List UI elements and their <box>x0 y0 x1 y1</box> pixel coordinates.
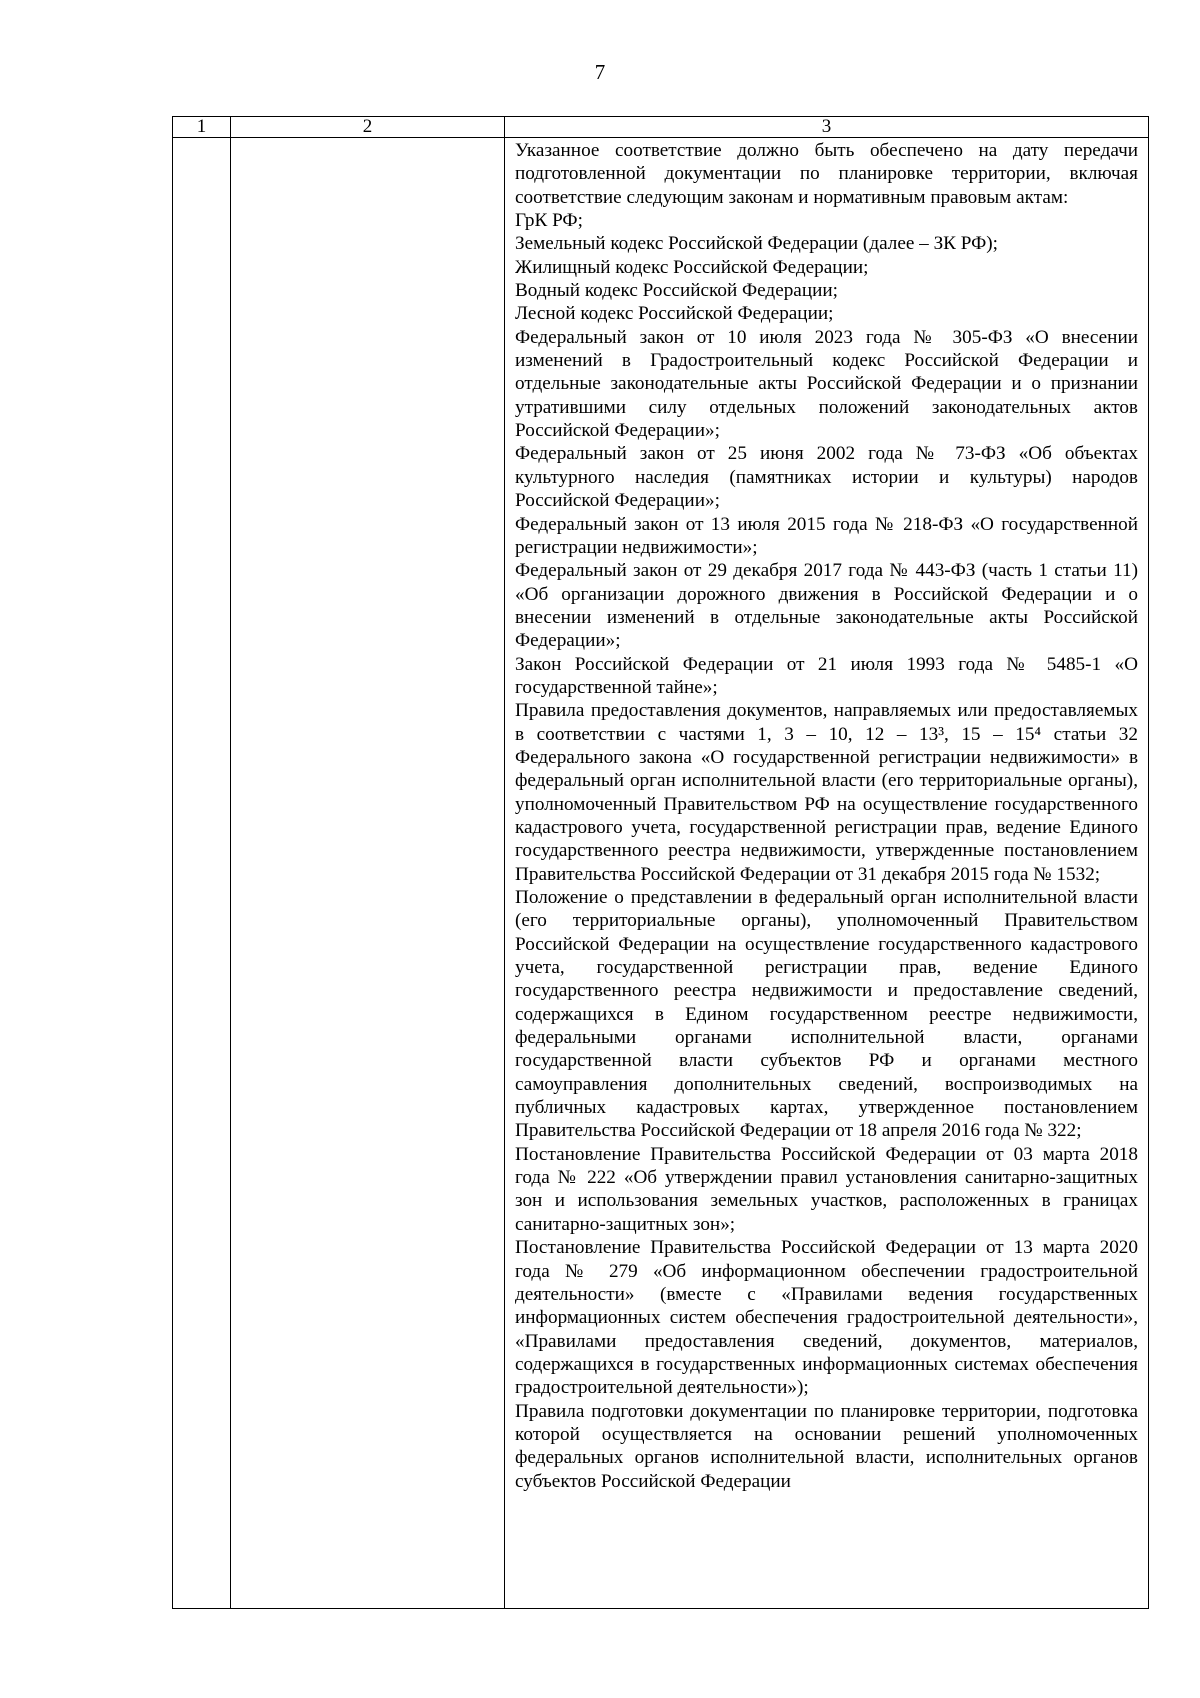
paragraph: Правила подготовки документации по планировке территории, подготовка которой осуществляется на основании решений уполномоченных федеральных органов исполнительной власти, исполнительных органов субъектов Российской Федерации <box>515 1400 1138 1492</box>
paragraph: Жилищный кодекс Российской Федерации; <box>515 256 869 278</box>
page-number: 7 <box>594 60 606 84</box>
paragraph: Федеральный закон от 13 июля 2015 года № 218-ФЗ «О государственной регистрации недвижимости»; <box>515 513 1138 558</box>
cell-name <box>231 138 505 1609</box>
paragraph: Закон Российской Федерации от 21 июля 1993 года № 5485-1 «О государственной тайне»; <box>515 653 1138 698</box>
paragraph: Федеральный закон от 25 июня 2002 года № 73-ФЗ «Об объектах культурного наследия (памятниках истории и культуры) народов Российской Федерации»; <box>515 443 1138 512</box>
paragraph: Положение о представлении в федеральный орган исполнительной власти (его территориальные органы), уполномоченный Правительством Российской Федерации на осуществление государственного кадастрового учета, государственной регистрации прав, ведение Единого государственного реестра недвижимости и предоставление сведений, содержащихся в Едином государственном реестре недвижимости, федеральными органами исполнительной власти, органами государственной власти субъектов РФ и органами местного самоуправления дополнительных сведений, воспроизводимых на публичных кадастровых картах, утвержденное постановлением Правительства Российской Федерации от 18 апреля 2016 года № 322; <box>515 887 1138 1142</box>
paragraph: Указанное соответствие должно быть обеспечено на дату передачи подготовленной документации по планировке территории, включая соответствие следующим законам и нормативным правовым актам: <box>515 140 1138 208</box>
column-header-2: 2 <box>231 117 505 138</box>
paragraph: Федеральный закон от 29 декабря 2017 года № 443-ФЗ (часть 1 статьи 11) «Об организации дорожного движения в Российской Федерации и о внесении изменений в отдельные законодательные акты Российской Федерации»; <box>515 560 1138 652</box>
requirements-table <box>172 116 1149 1609</box>
cell-content <box>505 138 1149 1609</box>
paragraph: Федеральный закон от 10 июля 2023 года № 305-ФЗ «О внесении изменений в Градостроительный кодекс Российской Федерации и отдельные законодательные акты Российской Федерации и о признании утратившими силу отдельных положений законодательных актов Российской Федерации»; <box>515 326 1138 442</box>
paragraph: ГрК РФ; <box>515 210 583 232</box>
paragraph: Постановление Правительства Российской Федерации от 03 марта 2018 года № 222 «Об утверждении правил установления санитарно-защитных зон и использования земельных участков, расположенных в границах санитарно-защитных зон»; <box>515 1143 1138 1235</box>
content-text <box>505 138 1148 1493</box>
column-header-1: 1 <box>173 117 231 138</box>
paragraph: Земельный кодекс Российской Федерации (далее – ЗК РФ); <box>515 233 998 255</box>
paragraph: Правила предоставления документов, направляемых или предоставляемых в соответствии с частями 1, 3 – 10, 12 – 13³, 15 – 15⁴ статьи 32 Федерального закона «О государственной регистрации недвижимости» в федеральный орган исполнительной власти (его территориальные органы), уполномоченный Правительством РФ на осуществление государственного кадастрового учета, государственной регистрации прав, ведение Единого государственного реестра недвижимости, утвержденные постановлением Правительства Российской Федерации от 31 декабря 2015 года № 1532; <box>515 700 1138 885</box>
paragraph: Постановление Правительства Российской Федерации от 13 марта 2020 года № 279 «Об информационном обеспечении градостроительной деятельности» (вместе с «Правилами ведения государственных информационных систем обеспечения градостроительной деятельности», «Правилами предоставления сведений, документов, материалов, содержащихся в государственных информационных системах обеспечения градостроительной деятельности»); <box>515 1237 1138 1399</box>
table-row <box>173 138 1149 1609</box>
paragraph: Водный кодекс Российской Федерации; <box>515 280 838 302</box>
table-header-row <box>173 117 1149 138</box>
paragraph: Лесной кодекс Российской Федерации; <box>515 303 834 325</box>
cell-number <box>173 138 231 1609</box>
column-header-3: 3 <box>505 117 1149 138</box>
